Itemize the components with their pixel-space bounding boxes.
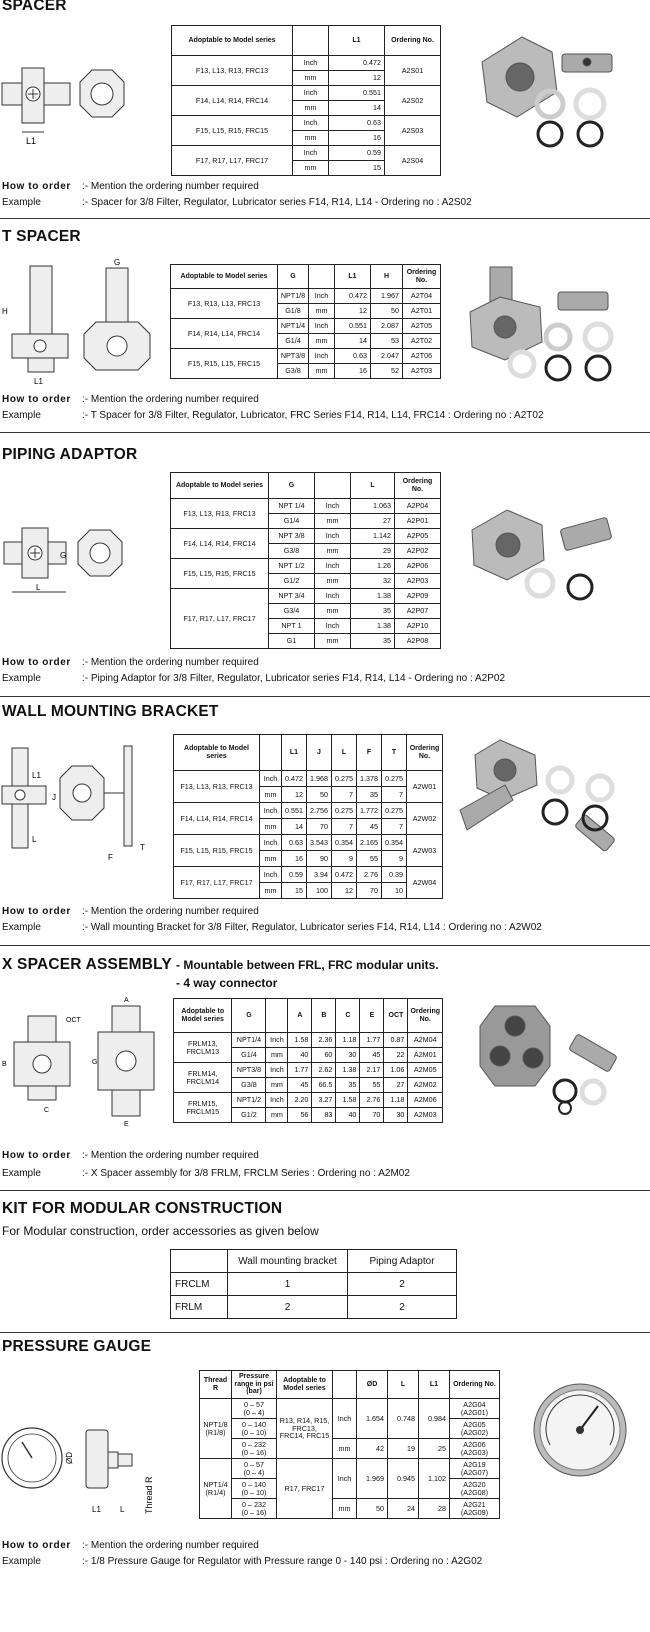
order-number: A2G06 (A2G03) bbox=[450, 1439, 500, 1459]
order-number: A2P09 bbox=[395, 589, 441, 604]
table-row: 0 – 232 (0 – 16) mm 50 24 28 A2G21 (A2G09) bbox=[200, 1499, 500, 1519]
xspacer-example: Example :- X Spacer assembly for 3/8 FRLM, FRCLM Series : Ordering no : A2M02 bbox=[2, 1168, 410, 1179]
order-number: A2M06 bbox=[408, 1093, 443, 1108]
xspacer-dim-oct: OCT bbox=[66, 1017, 81, 1024]
divider bbox=[0, 696, 650, 697]
tspacer-drawing bbox=[0, 258, 165, 388]
pressure-range: 0 – 232 (0 – 16) bbox=[232, 1439, 277, 1459]
order-number: A2G21 (A2G09) bbox=[450, 1499, 500, 1519]
gauge-how-to-order: How to order :- Mention the ordering number required bbox=[2, 1540, 259, 1551]
series-cell: F17, R17, L17, FRC17 bbox=[174, 867, 260, 899]
divider bbox=[0, 1190, 650, 1191]
table-row: G1/2 mm 32 A2P03 bbox=[171, 574, 441, 589]
order-number: A2M02 bbox=[408, 1078, 443, 1093]
table-row: 0 – 232 (0 – 16) mm 42 19 25 A2G06 (A2G03) bbox=[200, 1439, 500, 1459]
order-number: A2T05 bbox=[403, 319, 441, 334]
gauge-dim-l: L bbox=[120, 1505, 125, 1514]
thread-cell: NPT1/8 (R1/8) bbox=[200, 1399, 232, 1459]
series-cell: F17, R17, L17, FRC17 bbox=[172, 146, 293, 176]
order-number: A2G19 (A2G07) bbox=[450, 1459, 500, 1479]
table-row: FRLM15, FRCLM15 NPT1/2 Inch 2.20 3.27 1.58 2.76 1.18 A2M06 bbox=[174, 1093, 443, 1108]
xspacer-how-to-order: How to order :- Mention the ordering number required bbox=[2, 1150, 259, 1161]
series-cell: FRLM13, FRCLM13 bbox=[174, 1033, 232, 1063]
piping-dim-l: L bbox=[36, 583, 41, 592]
table-row: F14, R14, L14, FRC14 NPT1/4 Inch 0.551 2.087 A2T05 bbox=[171, 319, 441, 334]
pressure-range: 0 – 140 (0 – 10) bbox=[232, 1419, 277, 1439]
order-number: A2M03 bbox=[408, 1108, 443, 1123]
order-number: A2S02 bbox=[385, 86, 441, 116]
divider bbox=[0, 1332, 650, 1333]
spacer-product-photo bbox=[462, 22, 622, 152]
table-row: G1/4 mm 27 A2P01 bbox=[171, 514, 441, 529]
series-cell: F15, L15, R15, FRC15 bbox=[172, 116, 293, 146]
table-row: F13, L13, R13, FRC13 Inch 0.472 1.968 0.275 1.378 0.275 A2W01 bbox=[174, 771, 443, 787]
table-row: G3/4 mm 35 A2P07 bbox=[171, 604, 441, 619]
order-number: A2P07 bbox=[395, 604, 441, 619]
series-cell: R13, R14, R15, FRC13, FRC14, FRC15 bbox=[277, 1399, 333, 1459]
wall-example: Example :- Wall mounting Bracket for 3/8 Filter, Regulator, Lubricator series F14, R14, L14 : Ordering no : A2W02 bbox=[2, 922, 542, 933]
table-row: FRLM13, FRCLM13 NPT1/4 Inch 1.58 2.36 1.18 1.77 0.87 A2M04 bbox=[174, 1033, 443, 1048]
wall-drawing bbox=[0, 738, 165, 868]
table-row: G1 mm 35 A2P08 bbox=[171, 634, 441, 649]
order-number: A2M01 bbox=[408, 1048, 443, 1063]
spacer-header-series: Adoptable to Model series bbox=[172, 26, 293, 56]
pressure-range: 0 – 140 (0 – 10) bbox=[232, 1479, 277, 1499]
piping-product-photo bbox=[462, 505, 627, 615]
gauge-product-photo bbox=[530, 1380, 630, 1480]
piping-dim-g: G bbox=[60, 551, 67, 560]
table-row: F14, L14, R14, FRC14 Inch 0.551 A2S02 bbox=[172, 86, 441, 101]
tspacer-dim-h: H bbox=[2, 307, 8, 316]
piping-table: Adoptable to Model series G L Ordering No. F13, L13, R13, FRC13 NPT 1/4 Inch 1.063 A2P04 G1/4 mm 27 A2P01 F14, L14, R14, FRC14 NPT 3/8 Inch 1.142 A2P05 G3/8 mm 29 A2P02 F15, L15, R15, FRC15 NPT 1/2 Inch 1.26 A2P06 G1/2 mm 32 A2P03 F17, R17, L17, FRC17 NPT 3/4 Inch 1.38 A2P09 G3/4 mm 35 A2P07 NPT 1 Inch 1.38 A2P10 G1 mm 35 A2P08 bbox=[170, 472, 441, 649]
series-cell: F13, L13, R13, FRC13 bbox=[172, 56, 293, 86]
table-row: F14, L14, R14, FRC14 NPT 3/8 Inch 1.142 A2P05 bbox=[171, 529, 441, 544]
xspacer-dim-g: G bbox=[92, 1059, 98, 1066]
tspacer-dim-l1: L1 bbox=[34, 377, 43, 386]
order-number: A2W02 bbox=[407, 803, 443, 835]
wall-dim-f: F bbox=[108, 853, 113, 862]
table-row: F17, R17, L17, FRC17 Inch 0.59 3.94 0.472 2.76 0.39 A2W04 bbox=[174, 867, 443, 883]
series-cell: F15, R15, L15, FRC15 bbox=[171, 349, 278, 379]
table-row: mm 15 bbox=[172, 161, 441, 176]
order-number: A2P05 bbox=[395, 529, 441, 544]
wall-title: WALL MOUNTING BRACKET bbox=[2, 703, 219, 720]
series-cell: F17, R17, L17, FRC17 bbox=[171, 589, 269, 649]
table-row: G1/4 mm 40 60 30 45 22 A2M01 bbox=[174, 1048, 443, 1063]
wall-product-photo bbox=[455, 730, 625, 870]
gauge-title: PRESSURE GAUGE bbox=[2, 1338, 152, 1355]
series-cell: F14, L14, R14, FRC14 bbox=[174, 803, 260, 835]
gauge-drawing bbox=[0, 1418, 165, 1518]
series-cell: R17, FRC17 bbox=[277, 1459, 333, 1519]
tspacer-table: Adoptable to Model series G L1 H Ordering No. F13, R13, L13, FRC13 NPT1/8 Inch 0.472 1.967 A2T04 G1/8 mm 12 50 A2T01 F14, R14, L14, FRC14 NPT1/4 Inch 0.551 2.087 A2T05 G1/4 mm 14 53 A2T02 F15, R15, L15, FRC15 NPT3/8 Inch 0.63 2.047 A2T06 G3/8 mm 16 52 A2T03 bbox=[170, 264, 441, 379]
order-number: A2P02 bbox=[395, 544, 441, 559]
table-row: FRLM14, FRCLM14 NPT3/8 Inch 1.77 2.62 1.38 2.17 1.06 A2M05 bbox=[174, 1063, 443, 1078]
table-row: G3/8 mm 29 A2P02 bbox=[171, 544, 441, 559]
tspacer-example: Example :- T Spacer for 3/8 Filter, Regulator, Lubricator, FRC Series F14, R14, L14, FRC14 : Ordering no : A2T02 bbox=[2, 410, 544, 421]
tspacer-title: T SPACER bbox=[2, 228, 81, 245]
piping-drawing bbox=[0, 520, 155, 600]
series-cell: F14, L14, R14, FRC14 bbox=[171, 529, 269, 559]
table-row: G1/4 mm 14 53 A2T02 bbox=[171, 334, 441, 349]
tspacer-how-to-order: How to order :- Mention the ordering number required bbox=[2, 394, 259, 405]
xspacer-dim-b: B bbox=[2, 1061, 7, 1068]
wall-dim-l1: L1 bbox=[32, 771, 41, 780]
table-row: mm 12 bbox=[172, 71, 441, 86]
thread-cell: NPT1/4 (R1/4) bbox=[200, 1459, 232, 1519]
order-number: A2P10 bbox=[395, 619, 441, 634]
tspacer-product-photo bbox=[460, 262, 625, 392]
gauge-dim-l1: L1 bbox=[92, 1505, 101, 1514]
table-row: NPT1/8 (R1/8) 0 – 57 (0 – 4) R13, R14, R15, FRC13, FRC14, FRC15 Inch 1.654 0.748 0.984 A2G04 (A2G01) bbox=[200, 1399, 500, 1419]
table-row: F17, R17, L17, FRC17 NPT 3/4 Inch 1.38 A2P09 bbox=[171, 589, 441, 604]
piping-example: Example :- Piping Adaptor for 3/8 Filter, Regulator, Lubricator series F14, R14, L14 - Ordering no : A2P02 bbox=[2, 673, 506, 684]
xspacer-dim-e: E bbox=[124, 1121, 129, 1128]
order-number: A2P06 bbox=[395, 559, 441, 574]
spacer-drawing bbox=[0, 60, 150, 150]
xspacer-subtitle-2: - 4 way connector bbox=[176, 976, 278, 990]
tspacer-dim-g: G bbox=[114, 258, 121, 267]
order-number: A2P04 bbox=[395, 499, 441, 514]
xspacer-dim-c: C bbox=[44, 1107, 50, 1114]
wall-dim-t: T bbox=[140, 843, 145, 852]
table-row: F15, R15, L15, FRC15 NPT3/8 Inch 0.63 2.047 A2T06 bbox=[171, 349, 441, 364]
series-cell: F13, L13, R13, FRC13 bbox=[174, 771, 260, 803]
series-cell: F14, R14, L14, FRC14 bbox=[171, 319, 278, 349]
table-row: mm 14 bbox=[172, 101, 441, 116]
spacer-dim-l1: L1 bbox=[26, 136, 37, 146]
table-row: G3/8 mm 45 66.5 35 55 27 A2M02 bbox=[174, 1078, 443, 1093]
table-row: mm 16 bbox=[172, 131, 441, 146]
order-number: A2M04 bbox=[408, 1033, 443, 1048]
table-row: F13, R13, L13, FRC13 NPT1/8 Inch 0.472 1.967 A2T04 bbox=[171, 289, 441, 304]
order-number: A2G20 (A2G08) bbox=[450, 1479, 500, 1499]
spacer-header-order: Ordering No. bbox=[385, 26, 441, 56]
wall-dim-j: J bbox=[52, 793, 56, 802]
table-row: mm 16 90 9 55 9 bbox=[174, 851, 443, 867]
gauge-dim-thread: Thread R bbox=[144, 1476, 154, 1514]
order-number: A2T04 bbox=[403, 289, 441, 304]
table-row: F15, L15, R15, FRC15 NPT 1/2 Inch 1.26 A2P06 bbox=[171, 559, 441, 574]
order-number: A2W04 bbox=[407, 867, 443, 899]
wall-dim-l: L bbox=[32, 835, 37, 844]
kit-row: FRCLM 1 2 bbox=[171, 1273, 457, 1296]
spacer-header-l1: L1 bbox=[329, 26, 385, 56]
table-row: F15, L15, R15, FRC15 Inch 0.63 3.543 0.354 2.165 0.354 A2W03 bbox=[174, 835, 443, 851]
xspacer-drawing bbox=[0, 994, 170, 1129]
series-cell: F14, L14, R14, FRC14 bbox=[172, 86, 293, 116]
pressure-range: 0 – 232 (0 – 16) bbox=[232, 1499, 277, 1519]
gauge-table: Thread R Pressure range in psi (bar) Adoptable to Model series ØD L L1 Ordering No. NPT1/8 (R1/8) 0 – 57 (0 – 4) R13, R14, R15, FRC13, FRC14, FRC15 Inch 1.654 0.748 0.984 A2G04 (A2G01) 0 – 140 (0 – 10) A2G05 (A2G02) 0 – 232 (0 – 16) mm 42 19 25 A2G06 (A2G03) NPT1/4 (R1/4) 0 – 57 (0 – 4) R17, FRC17 Inch 1.969 0.945 1.102 A2G19 (A2G07) 0 – 140 (0 – 10) A2G20 (A2G08) 0 – 232 (0 – 16) mm 50 24 28 A2G21 (A2G09) bbox=[199, 1370, 500, 1519]
gauge-dim-od: ØD bbox=[65, 1452, 74, 1464]
kit-header-pipe: Piping Adaptor bbox=[348, 1250, 457, 1273]
kit-table bbox=[170, 1249, 457, 1319]
xspacer-table: Adoptable to Model series G A B C E OCT Ordering No. FRLM13, FRCLM13 NPT1/4 Inch 1.58 2.36 1.18 1.77 0.87 A2M04 G1/4 mm 40 60 30 45 22 A2M01 FRLM14, FRCLM14 NPT3/8 Inch 1.77 2.62 1.38 2.17 1.06 A2M05 G3/8 mm 45 66.5 35 55 27 A2M02 FRLM15, FRCLM15 NPT1/2 Inch 2.20 3.27 1.58 2.76 1.18 A2M06 G1/2 mm 56 83 40 70 30 A2M03 bbox=[173, 998, 443, 1123]
table-row: NPT 1 Inch 1.38 A2P10 bbox=[171, 619, 441, 634]
order-number: A2P03 bbox=[395, 574, 441, 589]
piping-title: PIPING ADAPTOR bbox=[2, 446, 138, 463]
order-number: A2S03 bbox=[385, 116, 441, 146]
table-row: F13, L13, R13, FRC13 Inch 0.472 A2S01 bbox=[172, 56, 441, 71]
divider bbox=[0, 945, 650, 946]
xspacer-dim-a: A bbox=[124, 997, 129, 1004]
spacer-example: Example :- Spacer for 3/8 Filter, Regulator, Lubricator series F14, R14, L14 - Ordering no : A2S02 bbox=[2, 197, 472, 208]
order-number: A2G05 (A2G02) bbox=[450, 1419, 500, 1439]
order-number: A2W03 bbox=[407, 835, 443, 867]
order-number: A2T06 bbox=[403, 349, 441, 364]
xspacer-subtitle-1: - Mountable between FRL, FRC modular units. bbox=[176, 958, 439, 972]
divider bbox=[0, 218, 650, 219]
piping-how-to-order: How to order :- Mention the ordering number required bbox=[2, 657, 259, 668]
table-row: F14, L14, R14, FRC14 Inch 0.551 2.756 0.275 1.772 0.275 A2W02 bbox=[174, 803, 443, 819]
table-row: F13, L13, R13, FRC13 NPT 1/4 Inch 1.063 A2P04 bbox=[171, 499, 441, 514]
table-row: mm 15 100 12 70 10 bbox=[174, 883, 443, 899]
table-row: F15, L15, R15, FRC15 Inch 0.63 A2S03 bbox=[172, 116, 441, 131]
order-number: A2S04 bbox=[385, 146, 441, 176]
spacer-how-to-order: How to order :- Mention the ordering number required bbox=[2, 181, 259, 192]
pressure-range: 0 – 57 (0 – 4) bbox=[232, 1399, 277, 1419]
order-number: A2M05 bbox=[408, 1063, 443, 1078]
pressure-range: 0 – 57 (0 – 4) bbox=[232, 1459, 277, 1479]
divider bbox=[0, 432, 650, 433]
order-number: A2P01 bbox=[395, 514, 441, 529]
order-number: A2S01 bbox=[385, 56, 441, 86]
table-row: G1/2 mm 56 83 40 70 30 A2M03 bbox=[174, 1108, 443, 1123]
series-cell: FRLM14, FRCLM14 bbox=[174, 1063, 232, 1093]
series-cell: F13, L13, R13, FRC13 bbox=[171, 499, 269, 529]
table-row: F17, R17, L17, FRC17 Inch 0.59 A2S04 bbox=[172, 146, 441, 161]
table-row: mm 12 50 7 35 7 bbox=[174, 787, 443, 803]
spacer-table bbox=[171, 25, 441, 176]
order-number: A2P08 bbox=[395, 634, 441, 649]
series-cell: FRLM15, FRCLM15 bbox=[174, 1093, 232, 1123]
series-cell: F15, L15, R15, FRC15 bbox=[174, 835, 260, 867]
order-number: A2W01 bbox=[407, 771, 443, 803]
wall-how-to-order: How to order :- Mention the ordering number required bbox=[2, 906, 259, 917]
order-number: A2T01 bbox=[403, 304, 441, 319]
xspacer-product-photo bbox=[465, 996, 625, 1116]
series-cell: F13, R13, L13, FRC13 bbox=[171, 289, 278, 319]
table-row: G3/8 mm 16 52 A2T03 bbox=[171, 364, 441, 379]
wall-table: Adoptable to Model series L1 J L F T Ordering No. F13, L13, R13, FRC13 Inch 0.472 1.968 0.275 1.378 0.275 A2W01 mm 12 50 7 35 7 F14, L14, R14, FRC14 Inch 0.551 2.756 0.275 1.772 0.275 A2W02 mm 14 70 7 45 7 F15, L15, R15, FRC15 Inch 0.63 3.543 0.354 2.165 0.354 A2W03 mm 16 90 9 55 9 F17, R17, L17, FRC17 Inch 0.59 3.94 0.472 2.76 0.39 A2W04 mm 15 100 12 70 10 bbox=[173, 734, 443, 899]
table-row: NPT1/4 (R1/4) 0 – 57 (0 – 4) R17, FRC17 Inch 1.969 0.945 1.102 A2G19 (A2G07) bbox=[200, 1459, 500, 1479]
kit-header-wall: Wall mounting bracket bbox=[228, 1250, 348, 1273]
table-row: G1/8 mm 12 50 A2T01 bbox=[171, 304, 441, 319]
kit-subtitle: For Modular construction, order accessories as given below bbox=[2, 1224, 319, 1238]
kit-row: FRLM 2 2 bbox=[171, 1296, 457, 1319]
order-number: A2T02 bbox=[403, 334, 441, 349]
spacer-title: SPACER bbox=[2, 0, 67, 14]
series-cell: F15, L15, R15, FRC15 bbox=[171, 559, 269, 589]
table-row: mm 14 70 7 45 7 bbox=[174, 819, 443, 835]
xspacer-title: X SPACER ASSEMBLY bbox=[2, 956, 172, 973]
order-number: A2G04 (A2G01) bbox=[450, 1399, 500, 1419]
order-number: A2T03 bbox=[403, 364, 441, 379]
gauge-example: Example :- 1/8 Pressure Gauge for Regulator with Pressure range 0 - 140 psi : Ordering no : A2G02 bbox=[2, 1556, 483, 1567]
kit-title: KIT FOR MODULAR CONSTRUCTION bbox=[2, 1200, 283, 1217]
